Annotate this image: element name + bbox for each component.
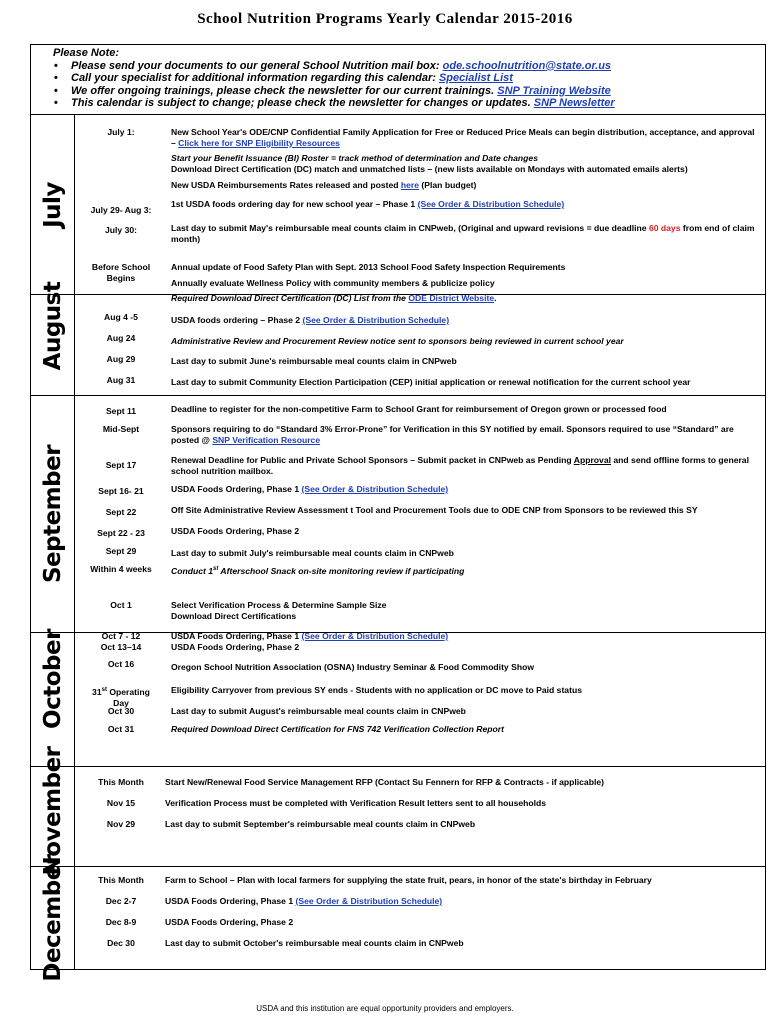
row-date: Sept 29 [105,546,137,556]
row-date: July 30: [104,225,137,235]
row-date: Oct 30 [107,706,135,716]
month-november [31,745,765,876]
row-text: Last day to submit May's reimbursable meal counts claim in CNPweb, (Original and upward revisions = due deadline 60 days from end of claim month) [171,223,755,244]
row-date: Oct 1 [110,600,132,610]
row-text: Conduct 1st Afterschool Snack on-site monitoring review if participating [171,565,465,576]
row-text: USDA foods ordering – Phase 2 (See Order & Distribution Schedule) [171,315,450,325]
notes-section [31,45,765,115]
notes-list [53,60,765,110]
row-text: Required Download Direct Certification (DC) List from the ODE District Website. [171,293,497,303]
snp-eligibility-link[interactable]: Click here for SNP Eligibility Resources [178,137,340,148]
order-schedule-link[interactable]: (See Order & Distribution Schedule) [301,484,449,494]
row-text: Last day to submit June's reimbursable meal counts claim in CNPweb [171,356,457,366]
row-text: Last day to submit July's reimbursable meal counts claim in CNPweb [171,548,454,558]
month-name: December [39,854,66,982]
row-text: Last day to submit Community Election Participation (CEP) initial application or renewal notification for the current school year [171,377,691,387]
row-text: Administrative Review and Procurement Review notice sent to sponsors being reviewed in current school year [171,336,624,346]
row-text: New School Year's ODE/CNP Confidential Family Application for Free or Reduced Price Meals can begin distribution, acceptance, and approval – Click here for SNP Eligibility Resources [171,127,755,148]
row-text: Eligibility Carryover from previous SY ends - Students with no application or DC move to Paid status [171,685,582,695]
order-schedule-link[interactable]: (See Order & Distribution Schedule) [302,315,450,325]
month-label [31,256,75,395]
note-item: • This calendar is subject to change; please check the newsletter for changes or updates. SNP Newsletter [53,97,765,110]
snp-verification-link[interactable]: SNP Verification Resource [212,434,321,445]
row-date: Nov 15 [106,798,136,808]
row-text: Last day to submit August's reimbursable meal counts claim in CNPweb [171,706,466,716]
row-text: Oregon School Nutrition Association (OSNA) Industry Seminar & Food Commodity Show [171,662,535,672]
mailbox-link[interactable]: ode.schoolnutrition@state.or.us [442,59,612,72]
row-text: New USDA Reimbursements Rates released and posted here (Plan budget) [171,180,477,190]
row-text: Off Site Administrative Review Assessment t Tool and Procurement Tools due to ODE CNP from Sponsors to be reviewed this SY [171,505,698,515]
row-date: Sept 22 - 23 [97,528,145,538]
rates-link[interactable]: here [400,180,420,190]
row-text: USDA Foods Ordering, Phase 1 (See Order & Distribution Schedule) [171,484,449,494]
row-date: July 1: [107,127,135,137]
calendar-frame [30,44,766,982]
order-schedule-link[interactable]: (See Order & Distribution Schedule) [295,896,443,906]
page-title: School Nutrition Programs Yearly Calendar 2015-2016 [197,11,573,27]
row-text: Sponsors requiring to do “Standard 3% Error-Prone” for Verification in this SY notified by email. Sponsors required to use “Standard” are posted @ SNP Verification Resource [171,424,734,445]
row-date: Oct 16 [107,659,135,669]
row-text: 1st USDA foods ordering day for new school year – Phase 1 (See Order & Distribution Schedule) [171,199,565,209]
row-date: 31st Operating Day [92,686,150,708]
row-date: Aug 4 -5 [104,312,138,322]
ode-district-link[interactable]: ODE District Website [408,293,495,303]
row-date: Oct 31 [107,724,135,734]
row-date: Aug 24 [106,333,136,343]
note-item: • Please send your documents to our general School Nutrition mail box: ode.schoolnutrition@state.or.us [53,60,765,73]
row-text: Renewal Deadline for Public and Private School Sponsors – Submit packet in CNPweb as Pending Approval and send offline forms to general school nutrition mailbox. [171,455,749,476]
row-date: Oct 7 - 12 Oct 13–14 [100,631,142,652]
row-date: Nov 29 [106,819,136,829]
row-date: This Month [98,777,144,787]
month-label [31,591,75,766]
row-text: Last day to submit September's reimbursable meal counts claim in CNPweb [165,819,476,829]
month-october [31,591,765,767]
row-date: Aug 29 [106,354,136,364]
row-text: USDA Foods Ordering, Phase 2 [165,917,294,927]
row-text: Required Download Direct Certification for FNS 742 Verification Collection Report [171,724,504,734]
row-date: July 29- Aug 3: [90,205,152,215]
month-name: October [39,628,66,729]
row-text: USDA Foods Ordering, Phase 1 (See Order & Distribution Schedule) USDA Foods Ordering, Phase 2 [171,631,449,652]
month-label [31,854,75,982]
row-date: Dec 2-7 [105,896,137,906]
row-date: Aug 31 [106,375,136,385]
row-date: Mid-Sept [102,424,140,434]
month-name: November [39,745,66,876]
month-august [31,256,765,396]
month-name: September [39,444,66,584]
specialist-list-link[interactable]: Specialist List [438,72,513,85]
row-date: Sept 17 [105,460,137,470]
row-text: USDA Foods Ordering, Phase 1 (See Order & Distribution Schedule) [165,896,443,906]
month-december [31,854,765,982]
order-schedule-link[interactable]: (See Order & Distribution Schedule) [417,199,565,209]
month-label [31,745,75,876]
row-date: Sept 22 [105,507,137,517]
row-text: USDA Foods Ordering, Phase 2 [171,526,300,536]
row-date: Within 4 weeks [90,564,152,574]
row-text: Farm to School – Plan with local farmers for supplying the state fruit, pears, in honor of the state's birthday in February [165,875,652,885]
order-schedule-link[interactable]: (See Order & Distribution Schedule) [301,631,449,641]
notes-heading: Please Note: [53,47,120,59]
row-date: Dec 8-9 [105,917,137,927]
row-text: Annually evaluate Wellness Policy with community members & publicize policy [171,278,495,288]
row-text: Select Verification Process & Determine Sample Size Download Direct Certifications [171,600,387,621]
snp-training-link[interactable]: SNP Training Website [497,84,611,97]
row-date: Before School Begins [91,262,151,283]
footer-statement: USDA and this institution are equal opportunity providers and employers. [256,1004,514,1013]
note-item: • Call your specialist for additional information regarding this calendar: Specialist List [53,72,765,85]
row-text: Verification Process must be completed with Verification Result letters sent to all households [165,798,547,808]
note-item: • We offer ongoing trainings, please check the newsletter for our current trainings. SNP Training Website [53,85,765,98]
row-text: Deadline to register for the non-competitive Farm to School Grant for reimbursement of Oregon grown or processed food [171,404,667,414]
snp-newsletter-link[interactable]: SNP Newsletter [533,97,615,110]
row-text: Last day to submit October's reimbursable meal counts claim in CNPweb [165,938,464,948]
month-name: July [39,181,66,228]
row-text: Start your Benefit Issuance (BI) Roster = track method of determination and Date changes Download Direct Certification (DC) match and unmatched lists – (new lists available on Mondays with automated emails alerts) [171,153,688,174]
row-date: Sept 11 [105,406,137,416]
row-date: Sept 16- 21 [98,486,144,496]
row-text: Start New/Renewal Food Service Management RFP (Contact Su Fennern for RFP & Contracts - if applicable) [165,777,604,787]
row-date: Dec 30 [107,938,135,948]
row-text: Annual update of Food Safety Plan with Sept. 2013 School Food Safety Inspection Requirements [171,262,566,272]
month-name: August [39,281,66,370]
row-date: This Month [98,875,144,885]
